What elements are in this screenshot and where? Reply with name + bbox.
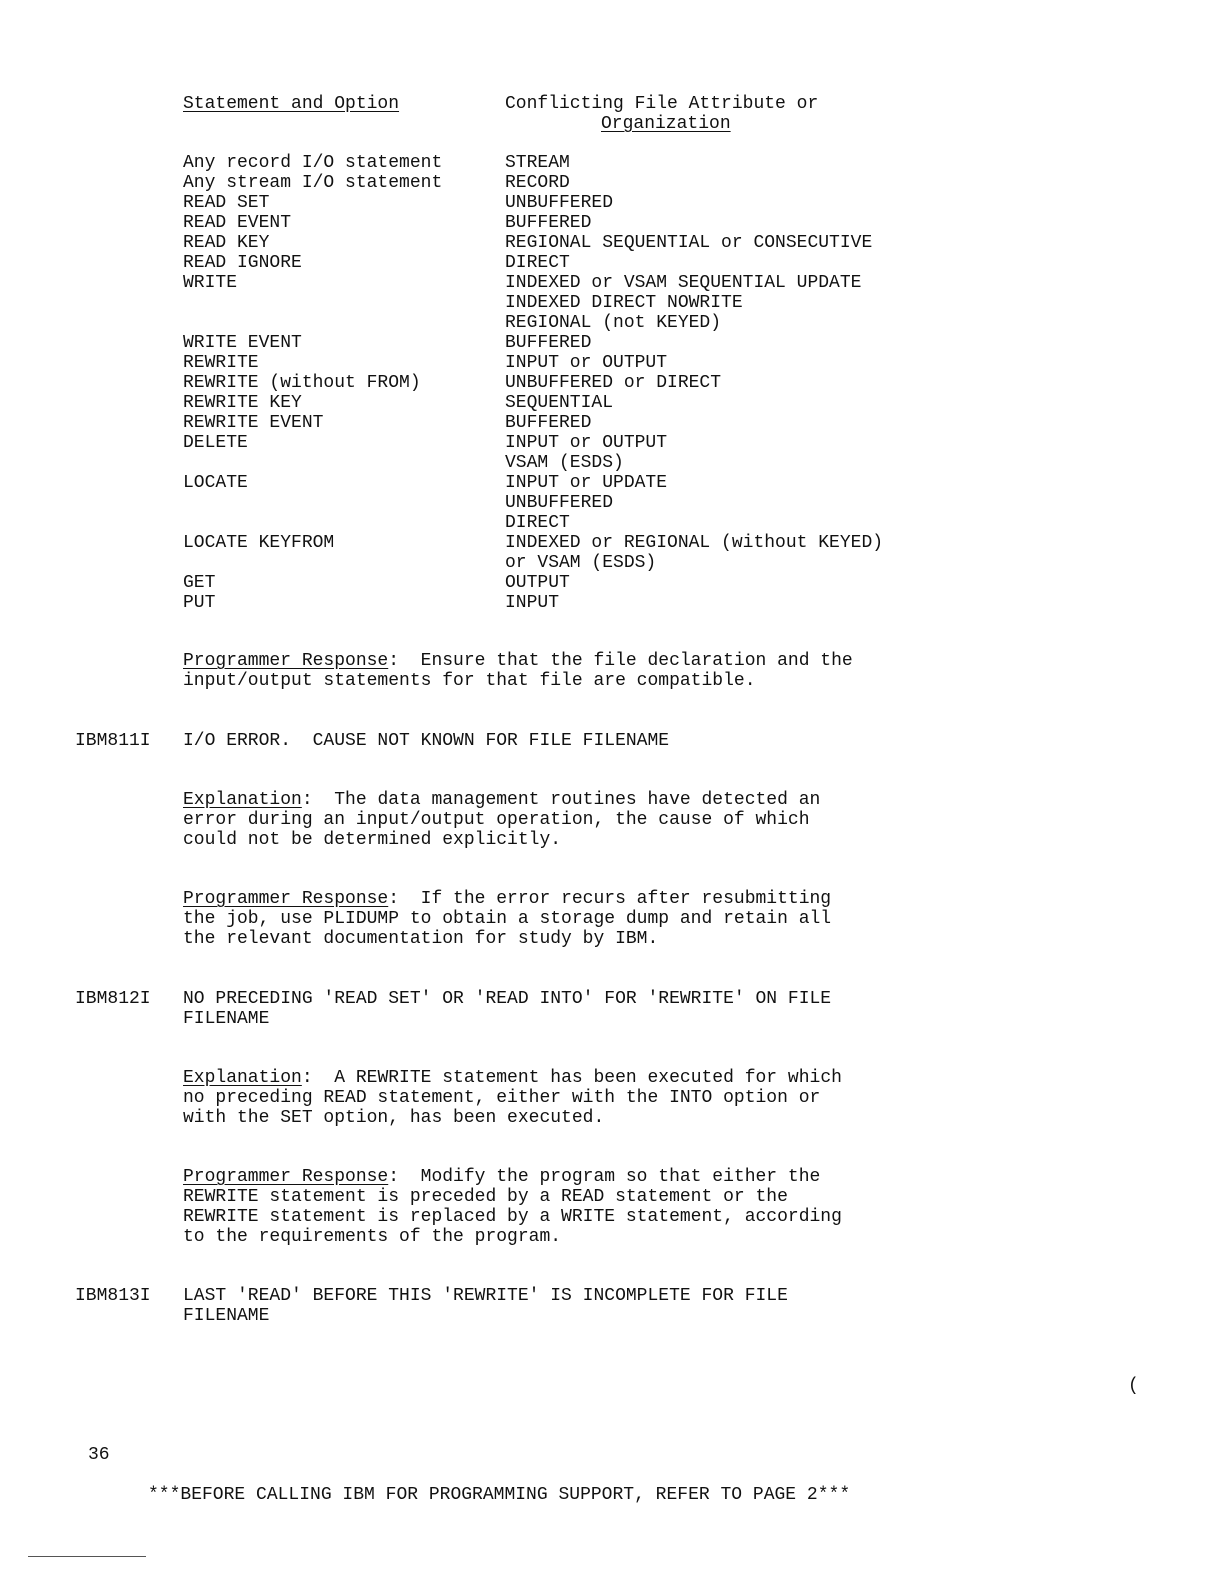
table-row — [183, 513, 943, 533]
footer-rule — [28, 1556, 146, 1557]
statement-cell: Any record I/O statement — [183, 153, 443, 173]
response-812-line: REWRITE statement is preceded by a READ statement or the — [183, 1187, 788, 1207]
attribute-cell: DIRECT — [505, 253, 570, 273]
message-title-813-line: FILENAME — [183, 1306, 270, 1326]
statement-cell: LOCATE — [183, 473, 248, 493]
statement-cell: READ IGNORE — [183, 253, 302, 273]
statement-cell: REWRITE KEY — [183, 393, 302, 413]
response-811-line: the relevant documentation for study by IBM. — [183, 929, 659, 949]
response-810 — [183, 651, 853, 671]
explanation-812-line: with the SET option, has been executed. — [183, 1108, 605, 1128]
attribute-cell: STREAM — [505, 153, 570, 173]
message-title-811: I/O ERROR. CAUSE NOT KNOWN FOR FILE FILENAME — [183, 731, 670, 751]
explanation-label: Explanation — [183, 1068, 302, 1088]
response-811 — [183, 889, 831, 909]
statement-cell: DELETE — [183, 433, 248, 453]
attribute-cell: VSAM (ESDS) — [505, 453, 624, 473]
explanation-811-line: error during an input/output operation, the cause of which — [183, 810, 810, 830]
statement-cell: READ KEY — [183, 233, 270, 253]
footer-notice: ***BEFORE CALLING IBM FOR PROGRAMMING SUPPORT, REFER TO PAGE 2*** — [148, 1485, 851, 1505]
response-812-line: to the requirements of the program. — [183, 1227, 562, 1247]
table-row — [183, 353, 943, 373]
attribute-cell: REGIONAL SEQUENTIAL or CONSECUTIVE — [505, 233, 873, 253]
table-row — [183, 233, 943, 253]
table-row — [183, 493, 943, 513]
response-811-line: the job, use PLIDUMP to obtain a storage dump and retain all — [183, 909, 832, 929]
response-812-line: REWRITE statement is replaced by a WRITE statement, according — [183, 1207, 842, 1227]
statement-cell: GET — [183, 573, 216, 593]
attribute-cell: BUFFERED — [505, 413, 592, 433]
attribute-cell: INPUT — [505, 593, 560, 613]
table-row — [183, 573, 943, 593]
page-number: 36 — [88, 1445, 110, 1465]
message-title-813: LAST 'READ' BEFORE THIS 'REWRITE' IS INCOMPLETE FOR FILE — [183, 1286, 788, 1306]
explanation-text: : The data management routines have detected an — [301, 790, 821, 810]
table-row — [183, 413, 943, 433]
explanation-811 — [183, 790, 820, 810]
explanation-812 — [183, 1068, 842, 1088]
response-text: : Ensure that the file declaration and the — [388, 651, 853, 671]
statement-cell: Any stream I/O statement — [183, 173, 443, 193]
response-810-line: input/output statements for that file are compatible. — [183, 671, 756, 691]
table-row — [183, 533, 943, 553]
table-row — [183, 473, 943, 493]
response-text: : Modify the program so that either the — [388, 1167, 821, 1187]
attribute-cell: BUFFERED — [505, 333, 592, 353]
attribute-cell: INPUT or OUTPUT — [505, 353, 668, 373]
explanation-811-line: could not be determined explicitly. — [183, 830, 562, 850]
statement-cell: REWRITE (without FROM) — [183, 373, 421, 393]
table-row — [183, 553, 943, 573]
margin-mark: ( — [1128, 1376, 1139, 1396]
attribute-cell: INDEXED or REGIONAL (without KEYED) — [505, 533, 884, 553]
attribute-cell: BUFFERED — [505, 213, 592, 233]
statement-cell: REWRITE — [183, 353, 259, 373]
attribute-cell: UNBUFFERED — [505, 193, 614, 213]
response-label: Programmer Response — [183, 889, 389, 909]
statement-cell: LOCATE KEYFROM — [183, 533, 335, 553]
statement-cell: PUT — [183, 593, 216, 613]
message-title-812: NO PRECEDING 'READ SET' OR 'READ INTO' FOR 'REWRITE' ON FILE — [183, 989, 832, 1009]
response-label: Programmer Response — [183, 1167, 389, 1187]
message-title-812-line: FILENAME — [183, 1009, 270, 1029]
attribute-cell: SEQUENTIAL — [505, 393, 614, 413]
attribute-cell: OUTPUT — [505, 573, 570, 593]
conflict-table — [183, 153, 943, 613]
attribute-cell: INPUT or OUTPUT — [505, 433, 668, 453]
attribute-cell: UNBUFFERED or DIRECT — [505, 373, 722, 393]
statement-cell: READ EVENT — [183, 213, 292, 233]
table-header-organization: Organization — [601, 114, 731, 134]
attribute-cell: INDEXED DIRECT NOWRITE — [505, 293, 743, 313]
response-label: Programmer Response — [183, 651, 389, 671]
table-row — [183, 273, 943, 293]
response-812 — [183, 1167, 820, 1187]
attribute-cell: UNBUFFERED — [505, 493, 614, 513]
statement-cell: REWRITE EVENT — [183, 413, 324, 433]
table-row — [183, 593, 943, 613]
explanation-label: Explanation — [183, 790, 302, 810]
response-text: : If the error recurs after resubmitting — [388, 889, 832, 909]
table-row — [183, 153, 943, 173]
table-row — [183, 213, 943, 233]
table-row — [183, 313, 943, 333]
table-row — [183, 193, 943, 213]
message-id-811: IBM811I — [75, 731, 151, 751]
table-row — [183, 373, 943, 393]
attribute-cell: or VSAM (ESDS) — [505, 553, 657, 573]
table-row — [183, 293, 943, 313]
table-header-statement: Statement and Option — [183, 94, 400, 114]
table-header-attribute: Conflicting File Attribute or — [505, 94, 819, 114]
table-row — [183, 253, 943, 273]
statement-cell: WRITE EVENT — [183, 333, 302, 353]
table-row — [183, 333, 943, 353]
attribute-cell: REGIONAL (not KEYED) — [505, 313, 722, 333]
explanation-text: : A REWRITE statement has been executed for which — [301, 1068, 842, 1088]
attribute-cell: INPUT or UPDATE — [505, 473, 668, 493]
explanation-812-line: no preceding READ statement, either with the INTO option or — [183, 1088, 821, 1108]
table-row — [183, 173, 943, 193]
table-row — [183, 453, 943, 473]
table-row — [183, 433, 943, 453]
attribute-cell: RECORD — [505, 173, 570, 193]
attribute-cell: DIRECT — [505, 513, 570, 533]
statement-cell: WRITE — [183, 273, 238, 293]
message-id-813: IBM813I — [75, 1286, 151, 1306]
table-row — [183, 393, 943, 413]
statement-cell: READ SET — [183, 193, 270, 213]
attribute-cell: INDEXED or VSAM SEQUENTIAL UPDATE — [505, 273, 862, 293]
message-id-812: IBM812I — [75, 989, 151, 1009]
